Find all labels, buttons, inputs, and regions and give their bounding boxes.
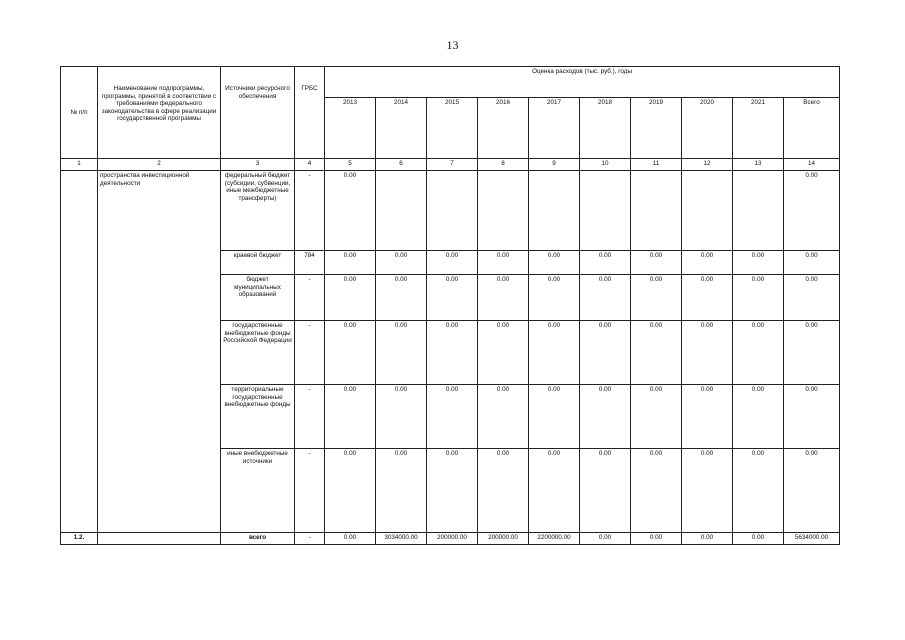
column-number-10: 10 [580, 159, 631, 171]
value-cell: 0.00 [580, 321, 631, 385]
total-value-cell: 3034000.00 [376, 533, 427, 545]
header-number: № п/п [61, 67, 98, 159]
value-cell: 0.00 [784, 449, 840, 533]
value-cell: 0.00 [631, 385, 682, 449]
value-cell: 0.00 [733, 449, 784, 533]
column-number-12: 12 [682, 159, 733, 171]
header-name: Наименование подпрограммы, программы, принятой в соответствии с требованиями федерального законодательства в сфере реализации государственной программы [98, 67, 221, 159]
grbs-cell: 784 [295, 251, 325, 275]
value-cell: 0.00 [784, 275, 840, 321]
source-cell: краевой бюджет [221, 251, 295, 275]
total-value-cell: 0.00 [733, 533, 784, 545]
value-cell [376, 171, 427, 251]
total-value-cell: 2200000.00 [529, 533, 580, 545]
value-cell [631, 171, 682, 251]
column-number-8: 8 [478, 159, 529, 171]
value-cell: 0.00 [376, 321, 427, 385]
source-cell: бюджет муниципальных образований [221, 275, 295, 321]
year-header-2: 2014 [376, 98, 427, 159]
value-cell [478, 171, 529, 251]
value-cell: 0.00 [682, 385, 733, 449]
total-value-cell: 5634000.00 [784, 533, 840, 545]
column-number-11: 11 [631, 159, 682, 171]
value-cell: 0.00 [325, 251, 376, 275]
total-value-cell: 0.00 [631, 533, 682, 545]
value-cell [682, 171, 733, 251]
value-cell: 0.00 [733, 251, 784, 275]
header-expenses: Оценка расходов (тыс. руб.), годы [325, 67, 840, 98]
value-cell: 0.00 [631, 251, 682, 275]
value-cell: 0.00 [325, 171, 376, 251]
value-cell: 0.00 [325, 385, 376, 449]
value-cell: 0.00 [427, 275, 478, 321]
value-cell: 0.00 [529, 449, 580, 533]
year-header-7: 2019 [631, 98, 682, 159]
total-number-cell: 1.2. [61, 533, 98, 545]
header-grbs: ГРБС [295, 67, 325, 159]
column-number-1: 1 [61, 159, 98, 171]
source-cell: федеральный бюджет (субсидии, субвенции, иные межбюджетные трансферты) [221, 171, 295, 251]
grbs-cell: - [295, 321, 325, 385]
year-header-4: 2016 [478, 98, 529, 159]
total-row [61, 533, 840, 545]
value-cell: 0.00 [325, 275, 376, 321]
total-value-cell: 200000.00 [478, 533, 529, 545]
grbs-cell: - [295, 449, 325, 533]
value-cell: 0.00 [427, 449, 478, 533]
value-cell: 0.00 [427, 251, 478, 275]
total-grbs-cell: - [295, 533, 325, 545]
value-cell: 0.00 [631, 275, 682, 321]
value-cell: 0.00 [631, 321, 682, 385]
value-cell: 0.00 [478, 449, 529, 533]
total-name-cell [98, 533, 221, 545]
grbs-cell: - [295, 171, 325, 251]
table-row [61, 171, 840, 251]
value-cell: 0.00 [733, 275, 784, 321]
year-header-6: 2018 [580, 98, 631, 159]
program-name-cell: пространства инвестиционной деятельности [98, 171, 221, 533]
source-cell: иные внебюджетные источники [221, 449, 295, 533]
value-cell: 0.00 [580, 385, 631, 449]
value-cell: 0.00 [580, 275, 631, 321]
header-source: Источники ресурсного обеспечения [221, 67, 295, 159]
column-number-2: 2 [98, 159, 221, 171]
value-cell: 0.00 [376, 385, 427, 449]
value-cell: 0.00 [580, 449, 631, 533]
value-cell: 0.00 [529, 321, 580, 385]
value-cell: 0.00 [427, 385, 478, 449]
value-cell: 0.00 [784, 321, 840, 385]
year-header-3: 2015 [427, 98, 478, 159]
value-cell: 0.00 [529, 275, 580, 321]
value-cell: 0.00 [784, 171, 840, 251]
value-cell [529, 171, 580, 251]
value-cell: 0.00 [427, 321, 478, 385]
column-number-6: 6 [376, 159, 427, 171]
source-cell: государственные внебюджетные фонды Российской Федерации [221, 321, 295, 385]
row-number-cell [61, 171, 98, 533]
column-number-13: 13 [733, 159, 784, 171]
year-header-8: 2020 [682, 98, 733, 159]
value-cell: 0.00 [682, 275, 733, 321]
total-value-cell: 0.00 [580, 533, 631, 545]
year-header-10: Всего [784, 98, 840, 159]
grbs-cell: - [295, 275, 325, 321]
total-value-cell: 0.00 [682, 533, 733, 545]
value-cell: 0.00 [682, 321, 733, 385]
column-number-7: 7 [427, 159, 478, 171]
total-value-cell: 0.00 [325, 533, 376, 545]
value-cell: 0.00 [631, 449, 682, 533]
value-cell: 0.00 [784, 251, 840, 275]
value-cell: 0.00 [325, 321, 376, 385]
column-number-3: 3 [221, 159, 295, 171]
value-cell [733, 171, 784, 251]
value-cell: 0.00 [529, 251, 580, 275]
year-header-9: 2021 [733, 98, 784, 159]
column-number-14: 14 [784, 159, 840, 171]
year-header-5: 2017 [529, 98, 580, 159]
value-cell: 0.00 [733, 321, 784, 385]
column-number-9: 9 [529, 159, 580, 171]
value-cell [427, 171, 478, 251]
grbs-cell: - [295, 385, 325, 449]
column-number-5: 5 [325, 159, 376, 171]
value-cell: 0.00 [580, 251, 631, 275]
value-cell: 0.00 [376, 449, 427, 533]
value-cell: 0.00 [325, 449, 376, 533]
total-source-cell: всего [221, 533, 295, 545]
value-cell: 0.00 [478, 275, 529, 321]
total-value-cell: 200000.00 [427, 533, 478, 545]
value-cell: 0.00 [478, 321, 529, 385]
source-cell: территориальные государственные внебюджетные фонды [221, 385, 295, 449]
value-cell: 0.00 [682, 449, 733, 533]
page-number: 13 [446, 38, 459, 52]
column-number-4: 4 [295, 159, 325, 171]
budget-table [60, 66, 840, 545]
value-cell: 0.00 [784, 385, 840, 449]
value-cell: 0.00 [682, 251, 733, 275]
year-header-1: 2013 [325, 98, 376, 159]
value-cell: 0.00 [376, 251, 427, 275]
value-cell: 0.00 [376, 275, 427, 321]
value-cell: 0.00 [478, 251, 529, 275]
value-cell: 0.00 [733, 385, 784, 449]
value-cell: 0.00 [529, 385, 580, 449]
value-cell: 0.00 [478, 385, 529, 449]
value-cell [580, 171, 631, 251]
